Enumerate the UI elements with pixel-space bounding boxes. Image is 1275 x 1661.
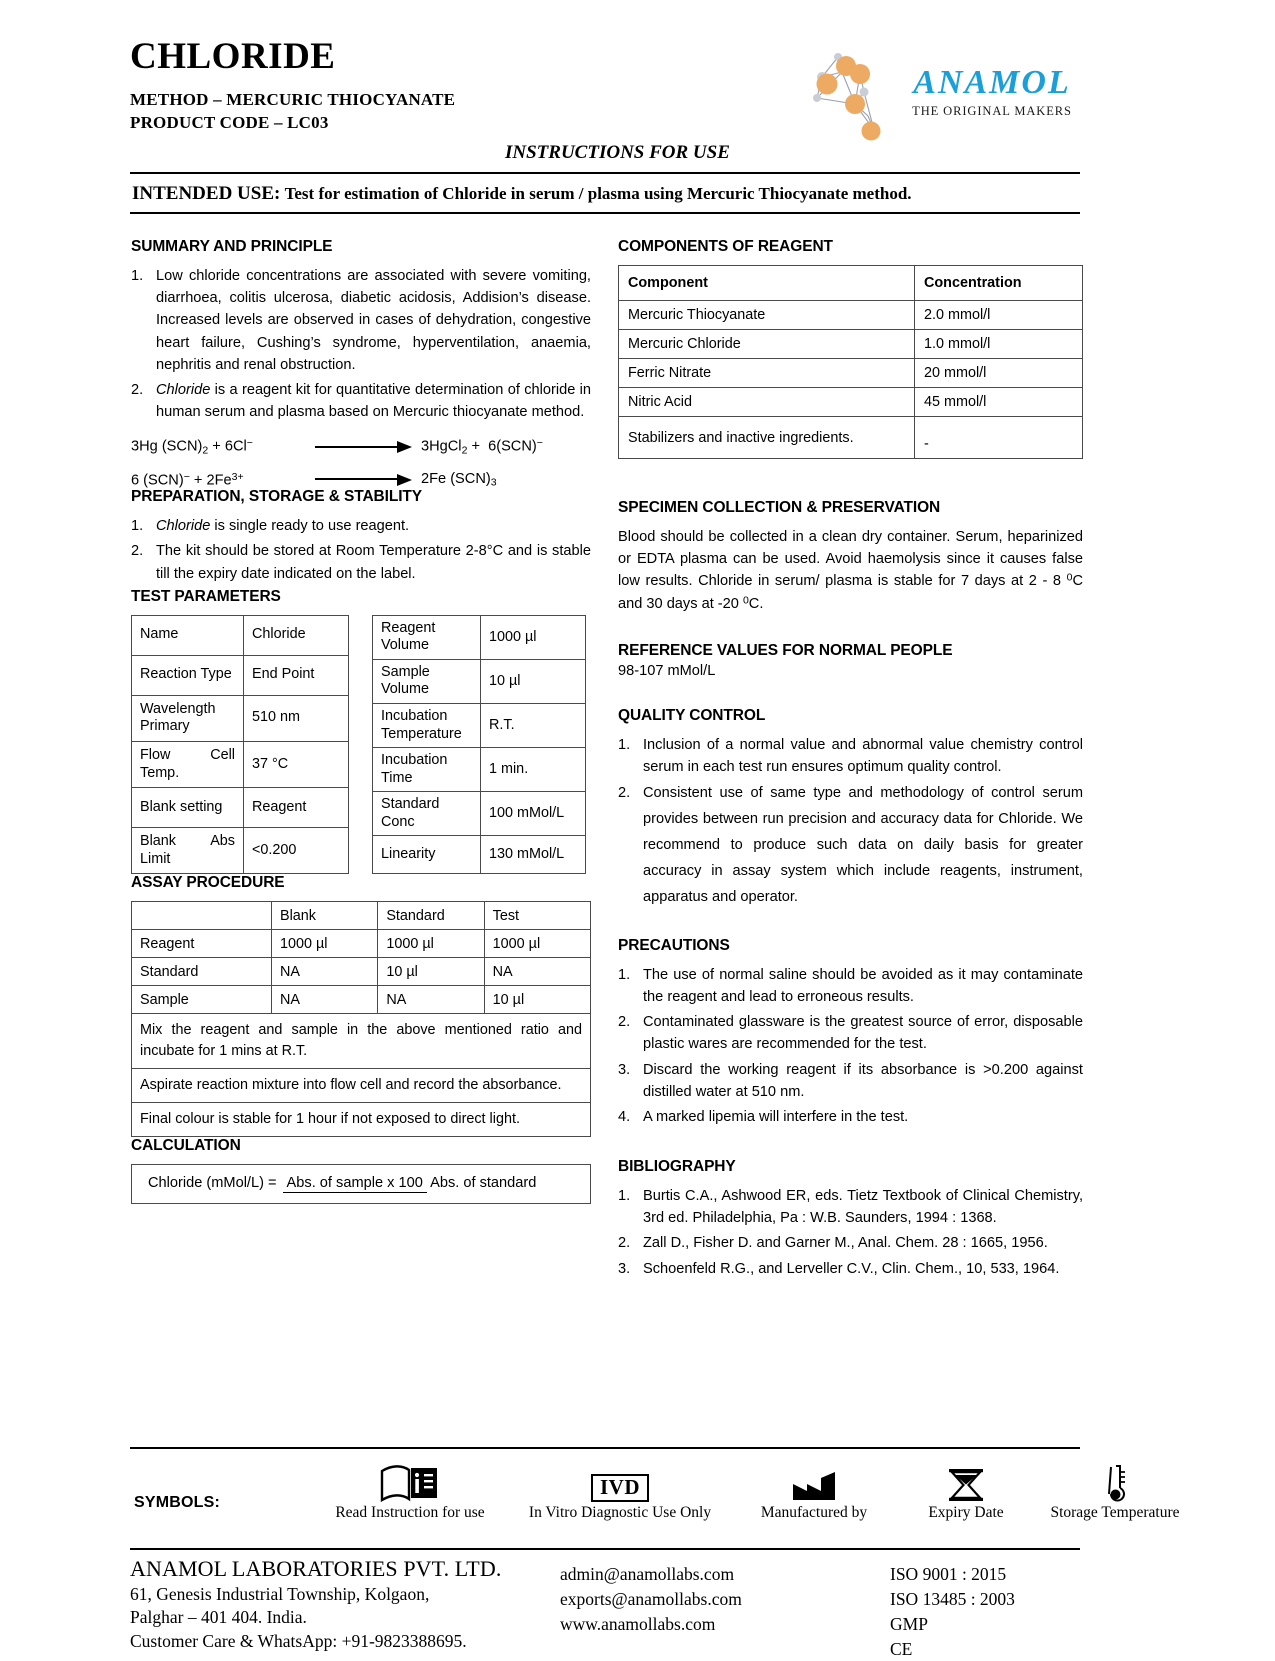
table-row: [132, 986, 591, 1014]
cert-gmp: GMP: [890, 1613, 928, 1634]
intended-use-label: INTENDED USE:: [132, 183, 281, 204]
precautions-heading: PRECAUTIONS: [618, 936, 730, 954]
specimen-text: [618, 526, 1083, 615]
footer-divider-bottom: [130, 1548, 1080, 1550]
assay-note: Final colour is stable for 1 hour if not exposed to direct light.: [132, 1103, 591, 1137]
reference-values-text: 98-107 mMol/L: [618, 662, 716, 679]
quality-control-list: [618, 734, 1083, 911]
list-marker: 1.: [618, 736, 631, 753]
symbol-read-instructions: [305, 1460, 515, 1522]
hourglass-icon: [906, 1460, 1026, 1502]
table-row: [132, 1103, 591, 1137]
specimen-text-a: Blood should be collected in a clean dry container. Serum, heparinized or EDTA plasma can be used. Avoid haemolysis since it causes false low results. Chloride in serum/ plasma is stable for 7 days at 2 - 8: [618, 529, 1083, 590]
equation-2-left: 6 $(SCN)^- + 2Fe^{3+}$: [131, 470, 244, 489]
specimen-heading: SPECIMEN COLLECTION & PRESERVATION: [618, 499, 941, 516]
equation-1-right: 3HgCl$_2$ + 6(SCN)−: [421, 437, 543, 457]
list-item: [618, 1258, 1083, 1280]
test-parameters-heading: TEST PARAMETERS: [131, 587, 281, 605]
symbol-manufacturer: [724, 1460, 904, 1522]
assay-col-1: Blank: [272, 902, 378, 930]
bibliography-list: [618, 1185, 1083, 1280]
list-marker: 2.: [618, 785, 631, 802]
param-key: Sample Volume: [373, 659, 481, 703]
assay-cell: Sample: [132, 986, 272, 1014]
table-row: [373, 704, 586, 748]
thermometer-icon: [1010, 1460, 1220, 1502]
table-row: [132, 741, 349, 787]
certification-column: [890, 1562, 1015, 1661]
precaution-item-2: Contaminated glassware is the greatest source of error, disposable plastic wares are recommended for the test.: [643, 1014, 1083, 1053]
list-marker: 1.: [618, 966, 631, 983]
prep-item-1-italic: Chloride: [156, 518, 211, 535]
website-link[interactable]: www.anamollabs.com: [560, 1613, 716, 1634]
intended-use-text: Test for estimation of Chloride in serum / plasma using Mercuric Thiocyanate method.: [284, 184, 912, 203]
assay-cell: Reagent: [132, 930, 272, 958]
calculation-formula: [132, 1175, 590, 1191]
list-marker: 4.: [618, 1108, 631, 1125]
list-marker: 2.: [131, 381, 144, 398]
equation-2: [131, 471, 591, 489]
param-key: Flow Cell Temp.: [132, 741, 244, 787]
list-marker: 3.: [618, 1061, 631, 1078]
param-value: 100 mMol/L: [481, 792, 586, 836]
cert-ce: CE: [890, 1638, 913, 1659]
specimen-text-c: C.: [748, 595, 764, 612]
param-key: Wavelength Primary: [132, 695, 244, 741]
assay-cell: 1000 µl: [484, 930, 590, 958]
footer-divider-top: [130, 1447, 1080, 1449]
table-row: [132, 788, 349, 828]
ivd-icon: [520, 1460, 720, 1502]
equation-2-right: 2Fe $(SCN)_3$: [421, 470, 497, 489]
address-line-1: 61, Genesis Industrial Township, Kolgaon,: [130, 1584, 430, 1604]
assay-note: Mix the reagent and sample in the above mentioned ratio and incubate for 1 mins at R.T.: [132, 1014, 591, 1069]
table-row: [132, 930, 591, 958]
specimen-text-b: C and 30 days at -20: [618, 573, 1083, 612]
list-item: [131, 379, 591, 423]
assay-cell: 10 µl: [484, 986, 590, 1014]
param-key: Blank Abs Limit: [132, 828, 244, 874]
summary-item-2-italic: Chloride: [156, 381, 211, 398]
assay-cell: 1000 µl: [378, 930, 484, 958]
qc-item-1: Inclusion of a normal value and abnormal value chemistry control serum in each test run ensures optimum quality control.: [643, 736, 1083, 775]
exports-email[interactable]: exports@anamollabs.com: [560, 1588, 742, 1609]
table-row: [132, 1069, 591, 1103]
assay-cell: 1000 µl: [272, 930, 378, 958]
address-line-2: Palghar – 401 404. India.: [130, 1607, 307, 1628]
precautions-list: [618, 964, 1083, 1128]
prep-item-1-rest: is single ready to use reagent.: [210, 518, 410, 535]
document-header: [130, 38, 1080, 135]
list-item: [618, 964, 1083, 1008]
qc-item-2: Consistent use of same type and methodology of control serum provides between run precision and accuracy data for Chloride. We recommend to produce such data on daily basis for greater accuracy in assay system which include reagents, instrument, apparatus and operator.: [643, 785, 1083, 905]
bibliography-item-3: Schoenfeld R.G., and Lerveller C.V., Clin. Chem., 10, 533, 1964.: [643, 1260, 1060, 1277]
ivd-text: IVD: [591, 1474, 649, 1502]
assay-cell: Standard: [132, 958, 272, 986]
param-value: 1 min.: [481, 748, 586, 792]
page-title: CHLORIDE: [130, 36, 336, 77]
param-value: 37 °C: [244, 741, 349, 787]
quality-control-heading: QUALITY CONTROL: [618, 706, 766, 724]
footer-info: [130, 1556, 1090, 1659]
cert-iso-9001: ISO 9001 : 2015: [890, 1564, 1007, 1584]
components-heading: COMPONENTS OF REAGENT: [618, 238, 833, 255]
component-conc: 2.0 mmol/l: [915, 301, 1083, 330]
component-name: Mercuric Chloride: [619, 330, 915, 359]
calculation-label: Chloride (mMol/L) =: [148, 1174, 277, 1191]
component-conc: 45 mmol/l: [915, 388, 1083, 417]
intended-use-block: [132, 182, 1082, 207]
test-parameters-tables: [131, 615, 591, 875]
anamol-logo: [792, 44, 1082, 144]
symbols-row: [130, 1456, 1180, 1542]
components-col-0: Component: [619, 266, 915, 301]
table-row: [132, 828, 349, 874]
list-marker: 2.: [131, 543, 144, 560]
method-line: METHOD – MERCURIC THIOCYANATE: [130, 89, 456, 109]
symbol-caption: In Vitro Diagnostic Use Only: [528, 1504, 712, 1521]
precaution-item-1: The use of normal saline should be avoided as it may contaminate the reagent and lead to erroneous results.: [643, 966, 1083, 1006]
summary-heading: SUMMARY AND PRINCIPLE: [131, 238, 333, 255]
calculation-heading: CALCULATION: [131, 1136, 241, 1154]
precaution-item-3: Discard the working reagent if its absorbance is >0.200 against distilled water at 510 nm.: [643, 1061, 1083, 1100]
logo-text-block: [897, 66, 1087, 119]
param-value: End Point: [244, 655, 349, 695]
list-item: [618, 1106, 1083, 1128]
assay-col-0: [132, 902, 272, 930]
table-row: [373, 615, 586, 659]
table-row: [373, 659, 586, 703]
prep-item-2: The kit should be stored at Room Temperature 2-8°C and is stable till the expiry date indicated on the label.: [156, 543, 591, 582]
param-value: 130 mMol/L: [481, 836, 586, 874]
param-value: Reagent: [244, 788, 349, 828]
table-row: [132, 695, 349, 741]
table-row: [132, 958, 591, 986]
param-key: Linearity: [373, 836, 481, 874]
list-item: [618, 734, 1083, 778]
table-row: [373, 748, 586, 792]
param-key: Reaction Type: [132, 655, 244, 695]
left-column: [131, 238, 591, 1204]
list-item: [618, 1185, 1083, 1229]
param-key: Incubation Temperature: [373, 704, 481, 748]
instructions-for-use-heading: INSTRUCTIONS FOR USE: [505, 142, 730, 163]
symbol-caption: Manufactured by: [760, 1504, 868, 1521]
list-item: [131, 515, 591, 537]
reaction-arrow-icon: [309, 472, 421, 486]
list-marker: 2.: [618, 1235, 631, 1252]
list-item: [131, 265, 591, 376]
list-item: [618, 1011, 1083, 1055]
header-divider-top: [130, 172, 1080, 174]
list-marker: 1.: [131, 268, 144, 284]
calculation-denominator: Abs. of standard: [430, 1174, 537, 1191]
reference-values-heading: REFERENCE VALUES FOR NORMAL PEOPLE: [618, 641, 953, 659]
logo-tagline: THE ORIGINAL MAKERS: [912, 104, 1072, 118]
symbol-caption: Storage Temperature: [1050, 1504, 1180, 1521]
param-key: Blank setting: [132, 788, 244, 828]
assay-cell: NA: [378, 986, 484, 1014]
component-name: Mercuric Thiocyanate: [619, 301, 915, 330]
list-marker: 2.: [618, 1014, 631, 1031]
assay-cell: NA: [272, 958, 378, 986]
list-marker: 1.: [618, 1188, 631, 1205]
param-value: R.T.: [481, 704, 586, 748]
param-value: <0.200: [244, 828, 349, 874]
param-key: Standard Conc: [373, 792, 481, 836]
table-row: [619, 301, 1083, 330]
product-code-line: PRODUCT CODE – LC03: [130, 112, 329, 132]
list-item: [618, 781, 1083, 911]
assay-procedure-table: [131, 901, 591, 1137]
summary-list: [131, 265, 591, 423]
table-row: [619, 330, 1083, 359]
list-item: [618, 1059, 1083, 1103]
list-item: [618, 1232, 1083, 1254]
component-conc: 1.0 mmol/l: [915, 330, 1083, 359]
component-conc: 20 mmol/l: [915, 359, 1083, 388]
assay-note: Aspirate reaction mixture into flow cell and record the absorbance.: [132, 1069, 591, 1103]
param-key: Reagent Volume: [373, 615, 481, 659]
logo-brand: ANAMOL: [913, 64, 1071, 101]
bibliography-item-1: Burtis C.A., Ashwood ER, eds. Tietz Textbook of Clinical Chemistry, 3rd ed. Philadelphia, Pa : W.B. Saunders, 1994 : 1368.: [643, 1188, 1083, 1227]
list-marker: 1.: [131, 518, 144, 535]
component-conc: -: [915, 417, 1083, 459]
right-column: [618, 238, 1083, 1283]
summary-item-1: Low chloride concentrations are associated with severe vomiting, diarrhoea, colitis ulcerosa, diabetic acidosis, Addision’s disease. Increased levels are observed in cases of dehydration, congestive heart failure, Cushing’s syndrome, hyperventilation, anaemia, nephritis and renal obstruction.: [156, 268, 591, 373]
calculation-numerator: Abs. of sample x 100: [283, 1175, 427, 1193]
components-col-1: Concentration: [915, 266, 1083, 301]
assay-cell: NA: [484, 958, 590, 986]
param-value: 10 µl: [481, 659, 586, 703]
table-row: [132, 1014, 591, 1069]
company-name: ANAMOL LABORATORIES PVT. LTD.: [130, 1556, 502, 1581]
table-row: [619, 359, 1083, 388]
admin-email[interactable]: admin@anamollabs.com: [560, 1564, 735, 1584]
assay-col-2: Standard: [378, 902, 484, 930]
table-row: [619, 388, 1083, 417]
symbol-storage-temperature: [1010, 1460, 1220, 1522]
reaction-arrow-icon: [309, 440, 421, 454]
list-marker: 3.: [618, 1260, 631, 1277]
assay-col-3: Test: [484, 902, 590, 930]
equation-1: [131, 437, 591, 456]
cert-iso-13485: ISO 13485 : 2003: [890, 1588, 1015, 1609]
degree-marker: 0: [742, 593, 749, 606]
symbols-label: SYMBOLS:: [134, 1494, 221, 1511]
bibliography-item-2: Zall D., Fisher D. and Garner M., Anal. Chem. 28 : 1665, 1956.: [643, 1235, 1048, 1252]
preparation-heading: PREPARATION, STORAGE & STABILITY: [131, 488, 423, 506]
table-row: [373, 792, 586, 836]
calculation-fraction: [283, 1175, 537, 1191]
test-parameters-table-left: [131, 615, 349, 875]
table-row: [132, 655, 349, 695]
test-parameters-table-right: [372, 615, 586, 875]
param-value: 1000 µl: [481, 615, 586, 659]
read-instructions-icon: [305, 1460, 515, 1502]
address-line-3: Customer Care & WhatsApp: +91-9823388695.: [130, 1630, 467, 1651]
contact-column: [560, 1562, 742, 1637]
param-key: Name: [132, 615, 244, 655]
degree-marker: 0: [1066, 571, 1073, 584]
table-row: [132, 615, 349, 655]
precaution-item-4: A marked lipemia will interfere in the test.: [643, 1108, 909, 1125]
symbol-caption: Expiry Date: [928, 1504, 1004, 1521]
calculation-box: [131, 1164, 591, 1204]
table-header-row: [132, 902, 591, 930]
symbol-ivd: [520, 1460, 720, 1522]
component-name: Stabilizers and inactive ingredients.: [619, 417, 915, 459]
equation-1-left: 3Hg $(SCN)_2 + 6Cl^-$: [131, 437, 253, 457]
manufacturer-icon: [724, 1460, 904, 1502]
table-row: [373, 836, 586, 874]
assay-procedure-heading: ASSAY PROCEDURE: [131, 874, 285, 892]
table-row: [619, 417, 1083, 459]
bibliography-heading: BIBLIOGRAPHY: [618, 1158, 736, 1176]
component-name: Nitric Acid: [619, 388, 915, 417]
param-value: 510 nm: [244, 695, 349, 741]
header-divider-bottom: [130, 212, 1080, 214]
summary-item-2-rest: is a reagent kit for quantitative determination of chloride in human serum and plasma based on Mercuric thiocyanate method.: [156, 381, 591, 421]
param-value: Chloride: [244, 615, 349, 655]
symbol-caption: Read Instruction for use: [335, 1504, 485, 1521]
components-table: [618, 265, 1083, 459]
preparation-list: [131, 515, 591, 585]
symbol-expiry-date: [906, 1460, 1026, 1522]
list-item: [131, 540, 591, 584]
param-key: Incubation Time: [373, 748, 481, 792]
table-header-row: [619, 266, 1083, 301]
assay-cell: 10 µl: [378, 958, 484, 986]
molecule-icon: [802, 44, 897, 144]
component-name: Ferric Nitrate: [619, 359, 915, 388]
assay-cell: NA: [272, 986, 378, 1014]
